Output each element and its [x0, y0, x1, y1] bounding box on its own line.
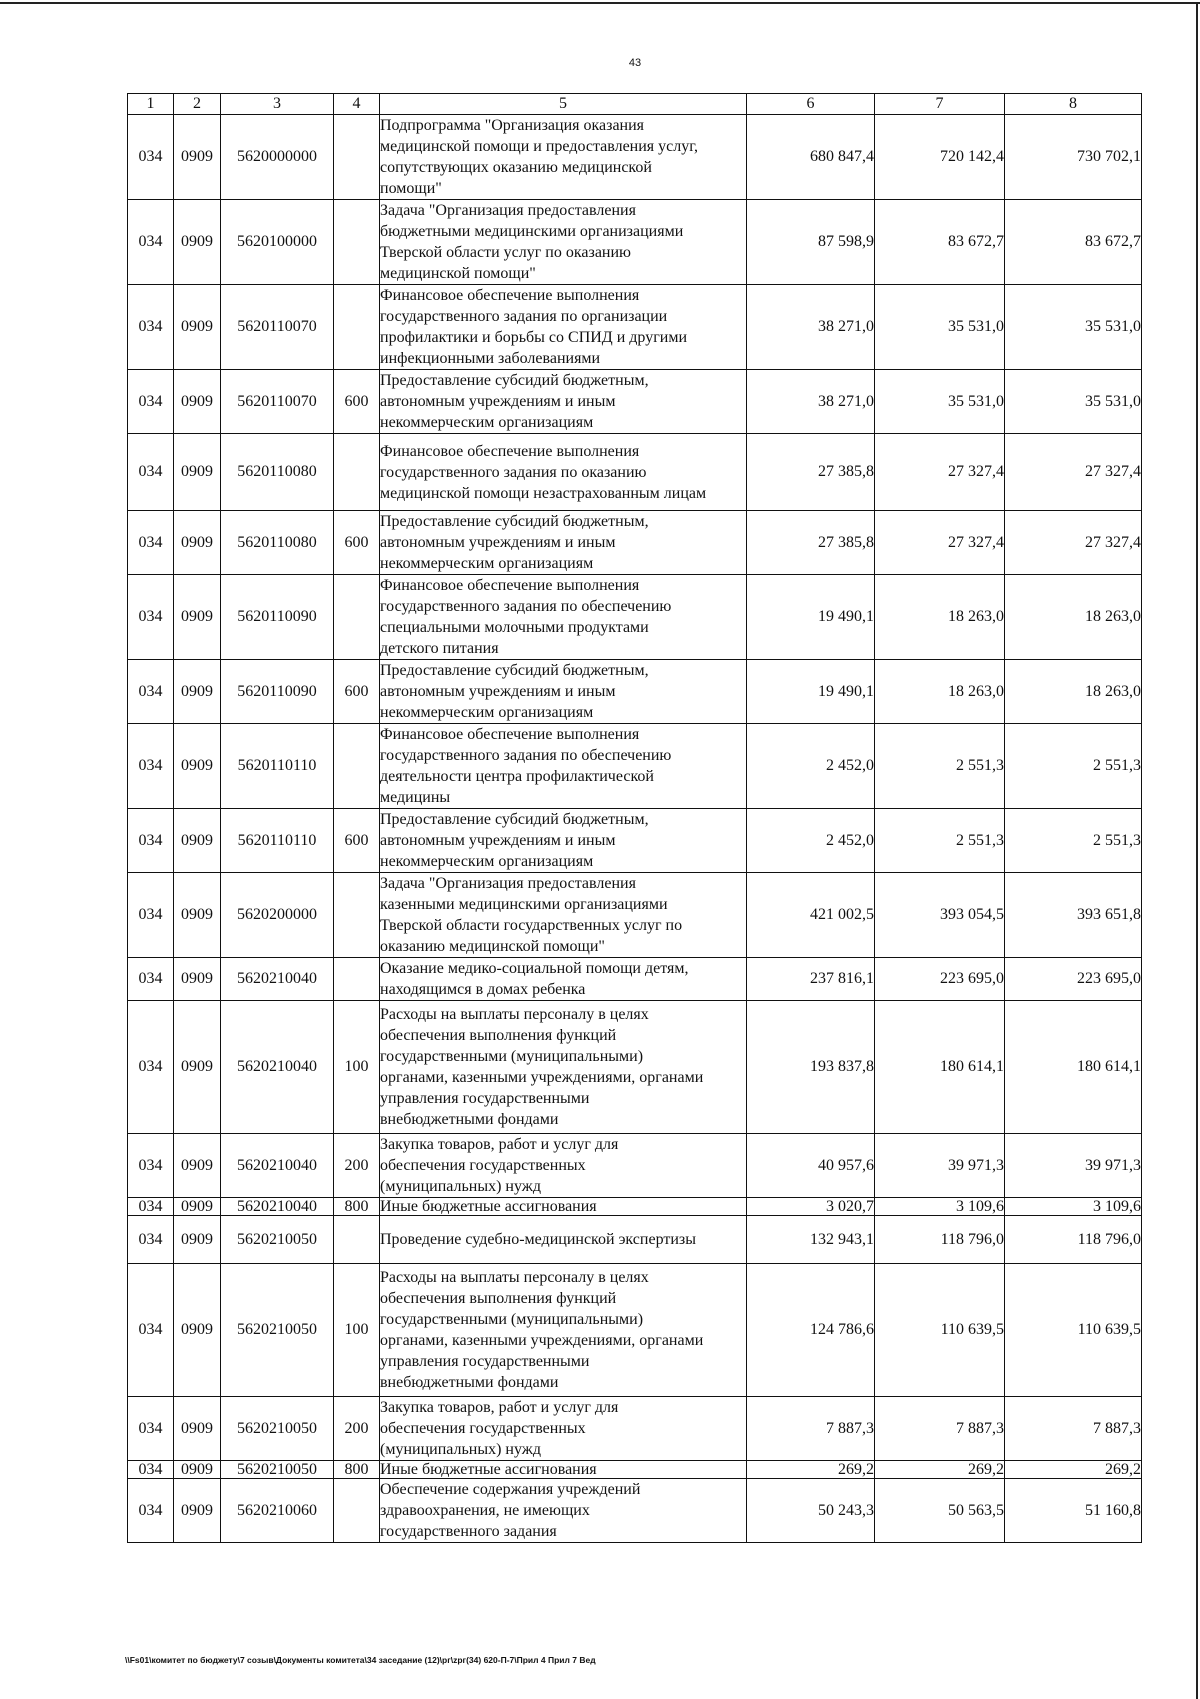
cell-section-code: 0909: [174, 1264, 221, 1397]
description-line: Проведение судебно-медицинской экспертизы: [380, 1231, 696, 1248]
cell-section-code: 0909: [174, 370, 221, 434]
table-row: [128, 873, 1142, 958]
cell-amount-year-3: 3 109,6: [1005, 1198, 1142, 1216]
cell-description: [380, 1198, 747, 1216]
cell-grbs-code: 034: [128, 1198, 174, 1216]
cell-amount-year-2: 27 327,4: [875, 434, 1005, 511]
cell-section-code: 0909: [174, 958, 221, 1001]
table-body: [128, 115, 1142, 1543]
description-line: Подпрограмма "Организация оказания: [380, 117, 645, 134]
cell-description: [380, 1216, 747, 1264]
cell-amount-year-2: 2 551,3: [875, 724, 1005, 809]
cell-grbs-code: 034: [128, 1461, 174, 1479]
header-col-8: 8: [1005, 94, 1142, 115]
description-line: казенными медицинскими организациями: [380, 896, 668, 913]
cell-amount-year-2: 35 531,0: [875, 370, 1005, 434]
cell-amount-year-3: 730 702,1: [1005, 115, 1142, 200]
description-line: Финансовое обеспечение выполнения: [380, 726, 640, 743]
cell-amount-year-1: 237 816,1: [747, 958, 875, 1001]
table-row: [128, 1264, 1142, 1397]
cell-target-article: 5620110080: [221, 511, 334, 575]
cell-amount-year-1: 680 847,4: [747, 115, 875, 200]
cell-grbs-code: 034: [128, 1001, 174, 1134]
cell-amount-year-2: 110 639,5: [875, 1264, 1005, 1397]
cell-section-code: 0909: [174, 1001, 221, 1134]
right-border-line: [1196, 2, 1198, 1699]
cell-grbs-code: 034: [128, 115, 174, 200]
cell-amount-year-3: 18 263,0: [1005, 575, 1142, 660]
cell-amount-year-2: 269,2: [875, 1461, 1005, 1479]
header-col-1: 1: [128, 94, 174, 115]
cell-grbs-code: 034: [128, 1397, 174, 1461]
cell-grbs-code: 034: [128, 370, 174, 434]
cell-target-article: 5620210050: [221, 1264, 334, 1397]
cell-expense-type: [334, 1216, 380, 1264]
description-line: Закупка товаров, работ и услуг для: [380, 1136, 619, 1153]
cell-amount-year-2: 223 695,0: [875, 958, 1005, 1001]
cell-section-code: 0909: [174, 1397, 221, 1461]
cell-amount-year-1: 19 490,1: [747, 575, 875, 660]
description-line: Тверской области государственных услуг по: [380, 917, 683, 934]
cell-amount-year-3: 118 796,0: [1005, 1216, 1142, 1264]
cell-amount-year-1: 7 887,3: [747, 1397, 875, 1461]
cell-grbs-code: 034: [128, 511, 174, 575]
description-line: внебюджетными фондами: [380, 1111, 559, 1128]
description-line: государственного задания по обеспечению: [380, 747, 672, 764]
cell-amount-year-1: 50 243,3: [747, 1479, 875, 1543]
table-row: [128, 1461, 1142, 1479]
description-line: детского питания: [380, 640, 499, 657]
description-line: некоммерческим организациям: [380, 853, 594, 870]
cell-amount-year-2: 35 531,0: [875, 285, 1005, 370]
cell-expense-type: 100: [334, 1001, 380, 1134]
cell-target-article: 5620110070: [221, 285, 334, 370]
description-line: профилактики и борьбы со СПИД и другими: [380, 329, 688, 346]
cell-description: [380, 434, 747, 511]
cell-amount-year-3: 7 887,3: [1005, 1397, 1142, 1461]
description-line: Закупка товаров, работ и услуг для: [380, 1399, 619, 1416]
cell-expense-type: 200: [334, 1397, 380, 1461]
table-row: [128, 958, 1142, 1001]
description-line: Иные бюджетные ассигнования: [380, 1197, 597, 1215]
cell-target-article: 5620210060: [221, 1479, 334, 1543]
cell-amount-year-3: 51 160,8: [1005, 1479, 1142, 1543]
description-line: Тверской области услуг по оказанию: [380, 244, 631, 261]
table-row: [128, 370, 1142, 434]
cell-description: [380, 1397, 747, 1461]
description-line: автономным учреждениям и иным: [380, 683, 616, 700]
cell-description: [380, 115, 747, 200]
cell-target-article: 5620210050: [221, 1397, 334, 1461]
cell-grbs-code: 034: [128, 1134, 174, 1198]
description-line: Обеспечение содержания учреждений: [380, 1481, 641, 1498]
description-line: (муниципальных) нужд: [380, 1178, 541, 1195]
cell-description: [380, 958, 747, 1001]
cell-target-article: 5620110070: [221, 370, 334, 434]
description-line: обеспечения государственных: [380, 1420, 586, 1437]
header-col-3: 3: [221, 94, 334, 115]
cell-amount-year-3: 2 551,3: [1005, 809, 1142, 873]
cell-grbs-code: 034: [128, 873, 174, 958]
cell-grbs-code: 034: [128, 958, 174, 1001]
cell-expense-type: [334, 724, 380, 809]
description-line: Расходы на выплаты персоналу в целях: [380, 1006, 649, 1023]
cell-description: [380, 1461, 747, 1479]
cell-grbs-code: 034: [128, 575, 174, 660]
header-col-5: 5: [380, 94, 747, 115]
description-line: находящимся в домах ребенка: [380, 981, 586, 998]
cell-target-article: 5620110110: [221, 724, 334, 809]
cell-amount-year-3: 35 531,0: [1005, 285, 1142, 370]
cell-section-code: 0909: [174, 434, 221, 511]
table-row: [128, 575, 1142, 660]
description-line: управления государственными: [380, 1353, 590, 1370]
cell-amount-year-1: 2 452,0: [747, 809, 875, 873]
cell-amount-year-3: 393 651,8: [1005, 873, 1142, 958]
description-line: внебюджетными фондами: [380, 1374, 559, 1391]
description-line: государственного задания по оказанию: [380, 463, 647, 481]
cell-target-article: 5620110110: [221, 809, 334, 873]
table-row: [128, 511, 1142, 575]
cell-expense-type: 600: [334, 660, 380, 724]
description-line: управления государственными: [380, 1090, 590, 1107]
table-row: [128, 434, 1142, 511]
cell-section-code: 0909: [174, 511, 221, 575]
cell-description: [380, 370, 747, 434]
description-line: медицинской помощи незастрахованным лицам: [380, 484, 707, 502]
header-col-4: 4: [334, 94, 380, 115]
cell-grbs-code: 034: [128, 660, 174, 724]
cell-description: [380, 200, 747, 285]
cell-section-code: 0909: [174, 575, 221, 660]
cell-description: [380, 1264, 747, 1397]
cell-target-article: 5620000000: [221, 115, 334, 200]
description-line: Предоставление субсидий бюджетным,: [380, 811, 649, 828]
description-line: автономным учреждениям и иным: [380, 393, 616, 410]
cell-section-code: 0909: [174, 873, 221, 958]
cell-target-article: 5620100000: [221, 200, 334, 285]
cell-expense-type: 800: [334, 1461, 380, 1479]
cell-section-code: 0909: [174, 724, 221, 809]
description-line: медицинской помощи": [380, 265, 536, 282]
description-line: государственного задания по организации: [380, 308, 668, 325]
cell-amount-year-2: 180 614,1: [875, 1001, 1005, 1134]
header-col-2: 2: [174, 94, 221, 115]
cell-amount-year-1: 38 271,0: [747, 285, 875, 370]
cell-amount-year-2: 27 327,4: [875, 511, 1005, 575]
cell-expense-type: 200: [334, 1134, 380, 1198]
cell-description: [380, 1479, 747, 1543]
table-row: [128, 285, 1142, 370]
cell-amount-year-2: 118 796,0: [875, 1216, 1005, 1264]
description-line: помощи": [380, 180, 442, 197]
cell-target-article: 5620200000: [221, 873, 334, 958]
header-col-6: 6: [747, 94, 875, 115]
cell-amount-year-2: 83 672,7: [875, 200, 1005, 285]
cell-description: [380, 1134, 747, 1198]
cell-expense-type: [334, 958, 380, 1001]
cell-expense-type: 600: [334, 809, 380, 873]
cell-description: [380, 724, 747, 809]
header-row: [128, 94, 1142, 115]
description-line: некоммерческим организациям: [380, 555, 594, 572]
cell-amount-year-1: 269,2: [747, 1461, 875, 1479]
cell-expense-type: 100: [334, 1264, 380, 1397]
cell-amount-year-2: 50 563,5: [875, 1479, 1005, 1543]
cell-description: [380, 809, 747, 873]
cell-amount-year-3: 27 327,4: [1005, 434, 1142, 511]
description-line: специальными молочными продуктами: [380, 619, 649, 636]
cell-grbs-code: 034: [128, 809, 174, 873]
page-number: 43: [628, 57, 642, 69]
cell-target-article: 5620210050: [221, 1216, 334, 1264]
cell-amount-year-3: 110 639,5: [1005, 1264, 1142, 1397]
table-row: [128, 1216, 1142, 1264]
cell-amount-year-3: 18 263,0: [1005, 660, 1142, 724]
cell-expense-type: 800: [334, 1198, 380, 1216]
description-line: некоммерческим организациям: [380, 414, 594, 431]
cell-section-code: 0909: [174, 1461, 221, 1479]
description-line: оказанию медицинской помощи": [380, 938, 605, 955]
description-line: сопутствующих оказанию медицинской: [380, 159, 652, 176]
cell-expense-type: 600: [334, 370, 380, 434]
cell-amount-year-2: 18 263,0: [875, 660, 1005, 724]
cell-amount-year-3: 35 531,0: [1005, 370, 1142, 434]
cell-description: [380, 511, 747, 575]
table-row: [128, 1397, 1142, 1461]
description-line: медицинской помощи и предоставления услуг,: [380, 138, 698, 155]
description-line: Предоставление субсидий бюджетным,: [380, 662, 649, 679]
cell-grbs-code: 034: [128, 285, 174, 370]
cell-amount-year-3: 39 971,3: [1005, 1134, 1142, 1198]
budget-table: [127, 93, 1142, 1543]
table-row: [128, 200, 1142, 285]
description-line: государственного задания: [380, 1523, 557, 1540]
cell-amount-year-2: 7 887,3: [875, 1397, 1005, 1461]
cell-amount-year-3: 83 672,7: [1005, 200, 1142, 285]
description-line: Предоставление субсидий бюджетным,: [380, 372, 649, 389]
cell-section-code: 0909: [174, 1479, 221, 1543]
footer-file-path: \\Fs01\комитет по бюджету\7 созыв\Документы комитета\34 заседание (12)\рг\zрг(34) 620-П-7\Прил 4 Прил 7 Вед: [125, 1655, 596, 1665]
cell-amount-year-1: 87 598,9: [747, 200, 875, 285]
description-line: государственными (муниципальными): [380, 1311, 644, 1328]
cell-target-article: 5620110080: [221, 434, 334, 511]
cell-grbs-code: 034: [128, 200, 174, 285]
table-row: [128, 1001, 1142, 1134]
cell-description: [380, 285, 747, 370]
cell-grbs-code: 034: [128, 1216, 174, 1264]
cell-expense-type: [334, 285, 380, 370]
cell-description: [380, 660, 747, 724]
cell-amount-year-1: 40 957,6: [747, 1134, 875, 1198]
description-line: обеспечения выполнения функций: [380, 1290, 617, 1307]
description-line: обеспечения выполнения функций: [380, 1027, 617, 1044]
cell-amount-year-1: 193 837,8: [747, 1001, 875, 1134]
cell-amount-year-2: 18 263,0: [875, 575, 1005, 660]
cell-amount-year-3: 180 614,1: [1005, 1001, 1142, 1134]
cell-section-code: 0909: [174, 1134, 221, 1198]
description-line: Финансовое обеспечение выполнения: [380, 442, 640, 460]
cell-section-code: 0909: [174, 1216, 221, 1264]
cell-expense-type: [334, 115, 380, 200]
cell-amount-year-1: 132 943,1: [747, 1216, 875, 1264]
header-col-7: 7: [875, 94, 1005, 115]
description-line: Оказание медико-социальной помощи детям,: [380, 960, 689, 977]
cell-section-code: 0909: [174, 1198, 221, 1216]
cell-amount-year-2: 2 551,3: [875, 809, 1005, 873]
cell-target-article: 5620210040: [221, 1134, 334, 1198]
description-line: обеспечения государственных: [380, 1157, 586, 1174]
cell-amount-year-2: 393 054,5: [875, 873, 1005, 958]
cell-target-article: 5620210040: [221, 958, 334, 1001]
description-line: органами, казенными учреждениями, органами: [380, 1332, 704, 1349]
cell-grbs-code: 034: [128, 434, 174, 511]
cell-expense-type: [334, 1479, 380, 1543]
description-line: автономным учреждениям и иным: [380, 832, 616, 849]
cell-grbs-code: 034: [128, 1479, 174, 1543]
cell-amount-year-1: 421 002,5: [747, 873, 875, 958]
cell-section-code: 0909: [174, 660, 221, 724]
cell-expense-type: [334, 575, 380, 660]
description-line: автономным учреждениям и иным: [380, 534, 616, 551]
cell-amount-year-1: 27 385,8: [747, 511, 875, 575]
cell-description: [380, 873, 747, 958]
cell-expense-type: [334, 200, 380, 285]
cell-target-article: 5620110090: [221, 575, 334, 660]
description-line: здравоохранения, не имеющих: [380, 1502, 590, 1519]
description-line: государственного задания по обеспечению: [380, 598, 672, 615]
cell-section-code: 0909: [174, 285, 221, 370]
table-row: [128, 660, 1142, 724]
cell-section-code: 0909: [174, 200, 221, 285]
cell-expense-type: [334, 434, 380, 511]
cell-target-article: 5620210050: [221, 1461, 334, 1479]
cell-expense-type: [334, 873, 380, 958]
description-line: Финансовое обеспечение выполнения: [380, 287, 640, 304]
cell-amount-year-2: 720 142,4: [875, 115, 1005, 200]
cell-description: [380, 1001, 747, 1134]
description-line: бюджетными медицинскими организациями: [380, 223, 684, 240]
cell-grbs-code: 034: [128, 1264, 174, 1397]
description-line: Финансовое обеспечение выполнения: [380, 577, 640, 594]
description-line: Предоставление субсидий бюджетным,: [380, 513, 649, 530]
cell-grbs-code: 034: [128, 724, 174, 809]
cell-target-article: 5620210040: [221, 1198, 334, 1216]
description-line: Расходы на выплаты персоналу в целях: [380, 1269, 649, 1286]
cell-description: [380, 575, 747, 660]
cell-target-article: 5620110090: [221, 660, 334, 724]
cell-amount-year-1: 3 020,7: [747, 1198, 875, 1216]
table-row: [128, 1479, 1142, 1543]
cell-amount-year-3: 269,2: [1005, 1461, 1142, 1479]
description-line: государственными (муниципальными): [380, 1048, 644, 1065]
table-row: [128, 115, 1142, 200]
cell-section-code: 0909: [174, 809, 221, 873]
description-line: деятельности центра профилактической: [380, 768, 654, 785]
cell-expense-type: 600: [334, 511, 380, 575]
top-border-line: [0, 2, 1200, 4]
cell-amount-year-1: 124 786,6: [747, 1264, 875, 1397]
table-row: [128, 809, 1142, 873]
cell-amount-year-1: 2 452,0: [747, 724, 875, 809]
cell-amount-year-3: 27 327,4: [1005, 511, 1142, 575]
description-line: органами, казенными учреждениями, органами: [380, 1069, 704, 1086]
cell-amount-year-1: 38 271,0: [747, 370, 875, 434]
description-line: Задача "Организация предоставления: [380, 875, 636, 892]
table-row: [128, 724, 1142, 809]
description-line: инфекционными заболеваниями: [380, 350, 601, 367]
cell-amount-year-3: 223 695,0: [1005, 958, 1142, 1001]
cell-amount-year-2: 3 109,6: [875, 1198, 1005, 1216]
cell-amount-year-1: 27 385,8: [747, 434, 875, 511]
cell-amount-year-2: 39 971,3: [875, 1134, 1005, 1198]
cell-target-article: 5620210040: [221, 1001, 334, 1134]
table-row: [128, 1134, 1142, 1198]
description-line: Иные бюджетные ассигнования: [380, 1460, 597, 1478]
description-line: (муниципальных) нужд: [380, 1441, 541, 1458]
description-line: некоммерческим организациям: [380, 704, 594, 721]
cell-amount-year-1: 19 490,1: [747, 660, 875, 724]
table-row: [128, 1198, 1142, 1216]
cell-amount-year-3: 2 551,3: [1005, 724, 1142, 809]
description-line: Задача "Организация предоставления: [380, 202, 636, 219]
description-line: медицины: [380, 789, 451, 806]
cell-section-code: 0909: [174, 115, 221, 200]
